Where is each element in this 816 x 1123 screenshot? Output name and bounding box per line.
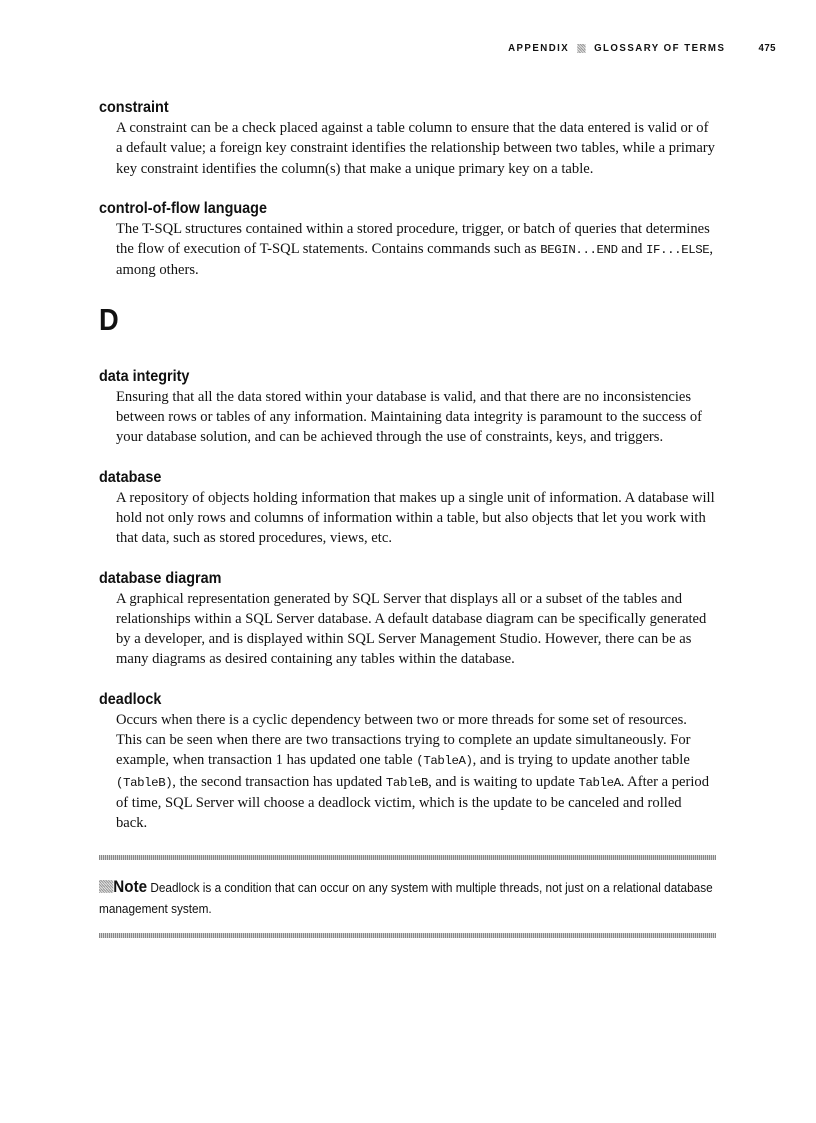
page-number: 475	[758, 42, 776, 54]
glossary-definition: A constraint can be a check placed against a table column to ensure that the data entered is valid or of a default value; a foreign key constraint identifies the relationship between two tables, while a primary key constraint identifies the column(s) that make a unique primary key on a table.	[116, 120, 715, 177]
note-label: Note	[113, 876, 148, 896]
glossary-definition: A repository of objects holding information that makes up a single unit of information. A database will hold not only rows and columns of information within a table, but also objects that let you work with that data, such as stored procedures, views, etc.	[116, 489, 715, 547]
glossary-term: control-of-flow language	[99, 199, 267, 217]
glossary-term: deadlock	[99, 690, 162, 708]
definition-text: , among others.	[116, 241, 713, 279]
glossary-entry-constraint	[99, 97, 716, 179]
glossary-entry-database	[99, 467, 716, 549]
running-head	[153, 42, 776, 54]
glossary-definition: A graphical representation generated by SQL Server that displays all or a subset of the tables and relationships within a SQL Server database. A default database diagram can be specifically generated by a developer, and is displayed within SQL Server Management Studio. However, there can be as many diagrams as desired containing any tables within the database.	[116, 590, 707, 668]
definition-text: . After a period of time, SQL Server will choose a deadlock victim, which is the update to be canceled and rolled back.	[116, 773, 710, 832]
definition-text: and	[617, 241, 647, 258]
glossary-content	[99, 97, 716, 938]
inline-code: BEGIN...END	[540, 243, 618, 258]
note-box	[99, 855, 716, 938]
glossary-term: data integrity	[99, 367, 190, 385]
note-text	[99, 876, 716, 919]
glossary-entry-data-integrity	[99, 366, 716, 448]
definition-text: Occurs when there is a cyclic dependency between two or more threads for some set of resources. This can be seen when there are two transactions trying to complete an update simultaneously. For example, when transaction 1 has updated one table	[116, 711, 691, 769]
inline-code: TableA	[578, 775, 621, 790]
note-square-icon	[99, 880, 113, 893]
definition-text: , and is trying to update another table	[472, 752, 690, 769]
running-head-section: APPENDIX	[508, 42, 570, 54]
note-body: Deadlock is a condition that can occur on any system with multiple threads, not just on a relational database management system.	[99, 879, 713, 916]
glossary-definition	[116, 710, 716, 834]
note-bottom-rule	[99, 933, 716, 938]
definition-text: , the second transaction has updated	[172, 773, 386, 790]
glossary-definition: Ensuring that all the data stored within your database is valid, and that there are no inconsistencies between rows or tables of any information. Maintaining data integrity is paramount to the success of your database solution, and can be achieved through the use of constraints, keys, and triggers.	[116, 388, 703, 446]
glossary-entry-database-diagram	[99, 568, 716, 670]
inline-code: (TableA)	[416, 754, 473, 769]
glossary-term: database diagram	[99, 569, 222, 587]
separator-square-icon	[578, 44, 586, 53]
note-top-rule	[99, 855, 716, 860]
glossary-entry-control-of-flow	[99, 198, 716, 281]
inline-code: TableB	[385, 775, 429, 790]
glossary-term: constraint	[99, 99, 169, 116]
definition-text: , and is waiting to update	[428, 773, 579, 790]
inline-code: IF...ELSE	[646, 243, 710, 258]
glossary-definition	[116, 219, 716, 281]
glossary-entry-deadlock	[99, 689, 716, 834]
definition-text: The T-SQL structures contained within a stored procedure, trigger, or batch of queries that determines the flow of execution of T-SQL statements. Contains commands such as	[116, 220, 710, 258]
running-head-title: GLOSSARY OF TERMS	[594, 42, 726, 54]
glossary-term: database	[99, 468, 162, 486]
inline-code: (TableB)	[116, 775, 173, 790]
section-letter: D	[99, 301, 119, 337]
